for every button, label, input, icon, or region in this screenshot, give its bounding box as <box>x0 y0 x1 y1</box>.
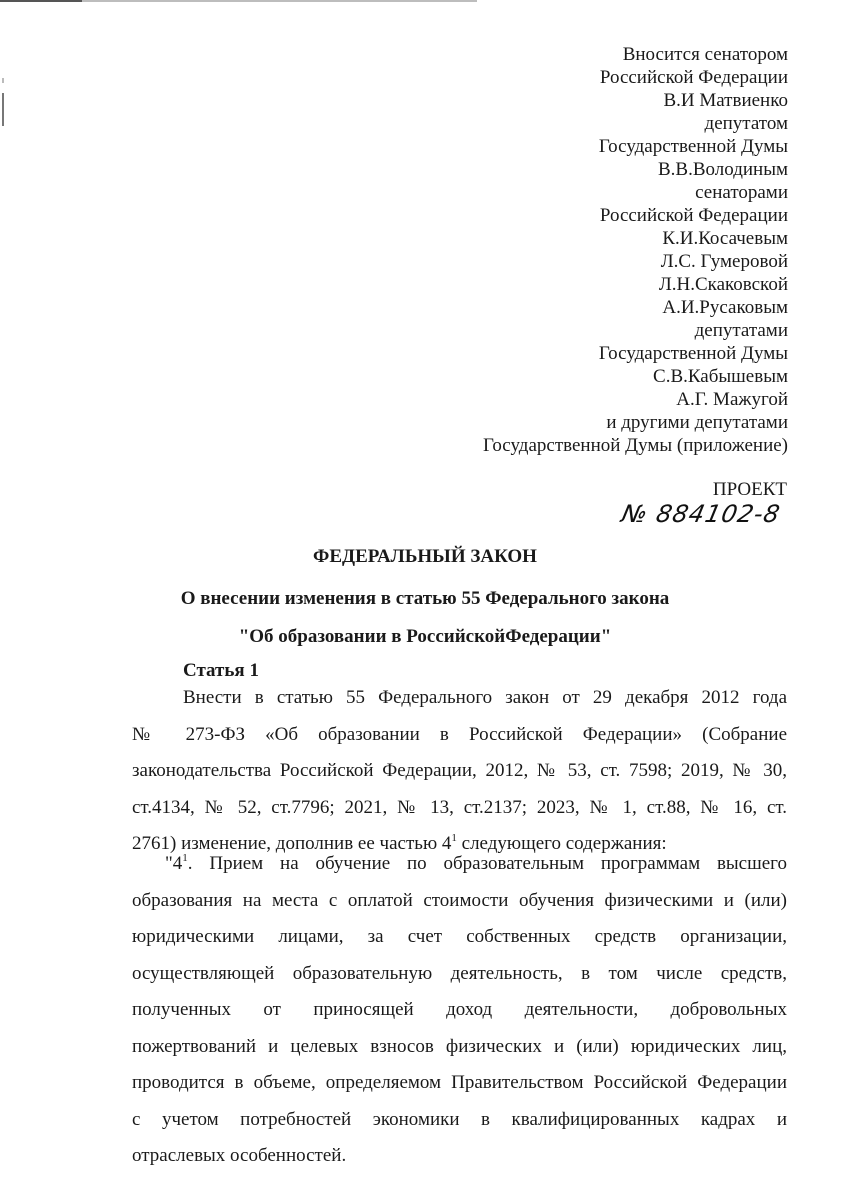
project-label: ПРОЕКТ <box>712 479 787 500</box>
sponsor-line: С.В.Кабышевым <box>653 366 788 387</box>
handwritten-registration-number: № 884102-8 <box>619 500 784 528</box>
sponsor-line: А.И.Русаковым <box>662 297 788 318</box>
sponsor-line: Государственной Думы <box>598 136 788 157</box>
sponsor-line: Российской Федерации <box>599 205 788 226</box>
text-run: "4 <box>165 853 183 874</box>
sponsor-line: депутатами <box>694 320 788 341</box>
sponsor-line: и другими депутатами <box>606 412 788 433</box>
text-run: следующего содержания: <box>456 833 667 854</box>
paragraph-line: Внести в статью 55 Федерального закон от 29 декабря 2012 года <box>183 687 787 708</box>
paragraph-line: образования на места с оплатой стоимости обучения физическими и (или) <box>132 889 787 911</box>
paragraph-line: ст.4134, № 52, ст.7796; 2021, № 13, ст.2137; 2023, № 1, ст.88, № 16, ст. <box>132 796 787 818</box>
scan-edge-line <box>82 0 477 2</box>
sponsor-line: сенаторами <box>695 182 788 203</box>
scan-margin-mark <box>2 93 4 126</box>
article-heading: Статья 1 <box>183 660 259 681</box>
sponsor-line: депутатом <box>704 113 788 134</box>
paragraph-line <box>132 846 787 883</box>
paragraph-line: с учетом потребностей экономики в квалифицированных кадрах и <box>132 1108 787 1130</box>
superscript: 1 <box>182 852 188 864</box>
sponsor-line: В.В.Володиным <box>658 159 788 180</box>
paragraph-line: отраслевых особенностей. <box>132 1145 347 1166</box>
scan-margin-mark <box>2 78 4 83</box>
sponsors-block <box>483 43 788 457</box>
paragraph-line: юридическими лицами, за счет собственных средств организации, <box>132 926 787 947</box>
sponsor-line: Л.С. Гумеровой <box>660 251 788 272</box>
sponsor-line: Российской Федерации <box>599 67 788 88</box>
paragraph-line: осуществляющей образовательную деятельность, в том числе средств, <box>132 962 787 984</box>
sponsor-line: Вносится сенатором <box>622 44 788 65</box>
article-paragraph-2 <box>132 846 787 1175</box>
law-subtitle-line: О внесении изменения в статью 55 Федерального закона <box>180 588 670 609</box>
text-run: . Прием на обучение по образовательным программам высшего <box>187 853 787 874</box>
sponsor-line: Л.Н.Скаковской <box>658 274 788 295</box>
sponsor-line: А.Г. Мажугой <box>676 389 788 410</box>
law-subtitle-line: "Об образовании в РоссийскойФедерации" <box>238 626 612 647</box>
paragraph-line: № 273-ФЗ «Об образовании в Российской Федерации» (Собрание <box>132 723 787 745</box>
paragraph-line: полученных от приносящей доход деятельности, добровольных <box>132 999 787 1020</box>
paragraph-line: проводится в объеме, определяемом Правительством Российской Федерации <box>132 1072 787 1093</box>
law-title: ФЕДЕРАЛЬНЫЙ ЗАКОН <box>313 546 537 567</box>
sponsor-line: В.И Матвиенко <box>663 90 788 111</box>
article-paragraph-1 <box>132 680 787 863</box>
sponsor-line: К.И.Косачевым <box>662 228 788 249</box>
sponsor-line: Государственной Думы <box>598 343 788 364</box>
scan-edge-mark <box>0 0 82 2</box>
superscript: 1 <box>451 832 457 844</box>
paragraph-line: законодательства Российской Федерации, 2012, № 53, ст. 7598; 2019, № 30, <box>132 760 787 781</box>
sponsor-line: Государственной Думы (приложение) <box>483 435 788 456</box>
text-run: 2761) изменение, дополнив ее частью 4 <box>132 833 452 854</box>
paragraph-line: пожертвований и целевых взносов физических и (или) юридических лиц, <box>132 1035 787 1057</box>
